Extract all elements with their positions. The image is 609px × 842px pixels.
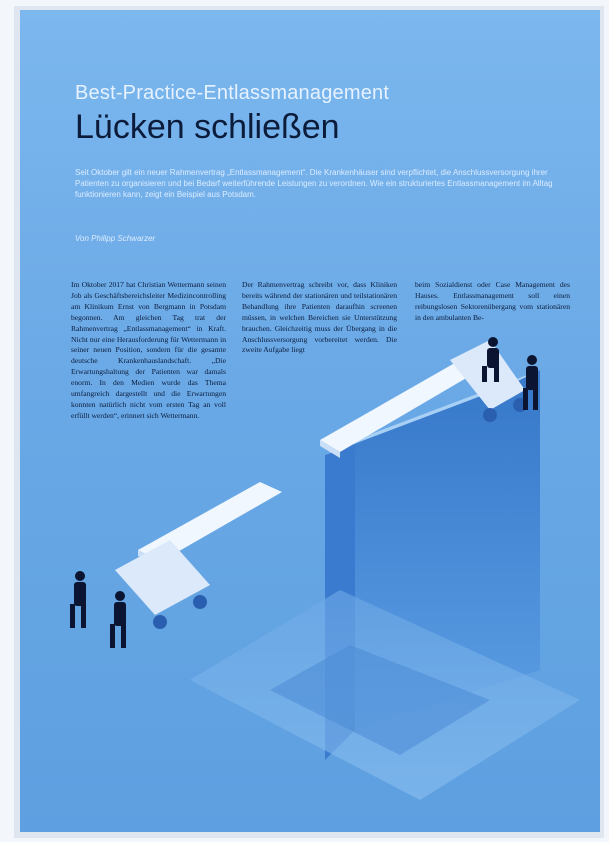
article-lead: Seit Oktober gilt ein neuer Rahmenvertrag „Entlassmanagement“. Die Krankenhäuser sind verpflichtet, die Anschlussversorgung ihrer Patienten zu organisieren und bei Bedarf weiterführende Leistungen zu verordnen. Wie ein strukturiertes Entlassmanagement im Alltag funktionieren kann, zeigt ein Beispiel aus Potsdam. <box>75 168 553 199</box>
worker-lower-2 <box>110 591 126 648</box>
text-column-2: Der Rahmenvertrag schreibt vor, dass Kliniken bereits während der stationären und teilstationären Behandlung ihre Patienten daraufhin screenen müssen, in welchen Bereichen sie Unterstützung brauchen. Gleichzeitig muss der Übergang in die Anschlussversorgung vorbereitet werden. Die zweite Aufgabe liegt <box>242 280 397 355</box>
article-kicker: Best-Practice-Entlassmanagement <box>75 82 390 104</box>
lower-wheel-2 <box>193 595 207 609</box>
text-column-1: Im Oktober 2017 hat Christian Wettermann seinen Job als Geschäftsbereichsleiter Medizincontrolling am Klinikum Ernst von Bergmann in Potsdam begonnen. Am gleichen Tag trat der Rahmenvertrag „Entlassmanagement“ in Kraft. Nicht nur eine Herausforderung für Wettermann in seiner neuen Position, sondern für die gesamte deutsche Krankenhauslandschaft. „Die Erwartungshaltung der Patienten war damals enorm. In den Medien wurde das Thema umfangreich dargestellt und die Erwartungen konnten natürlich nicht vom ersten Tag an voll erfüllt werden“, erinnert sich Wettermann. <box>71 280 226 420</box>
text-column-3: beim Sozialdienst oder Case Management des Hauses. Entlassmanagement soll einen reibungslosen Sektorenübergang vom stationären in den ambulanten Be- <box>415 280 570 322</box>
upper-wheel-1 <box>483 408 497 422</box>
article-title: Lücken schließen <box>75 108 340 146</box>
worker-lower-1 <box>70 571 86 628</box>
article-byline: Von Philipp Schwarzer <box>75 234 156 243</box>
bridge-illustration <box>20 260 600 820</box>
lower-wheel-1 <box>153 615 167 629</box>
